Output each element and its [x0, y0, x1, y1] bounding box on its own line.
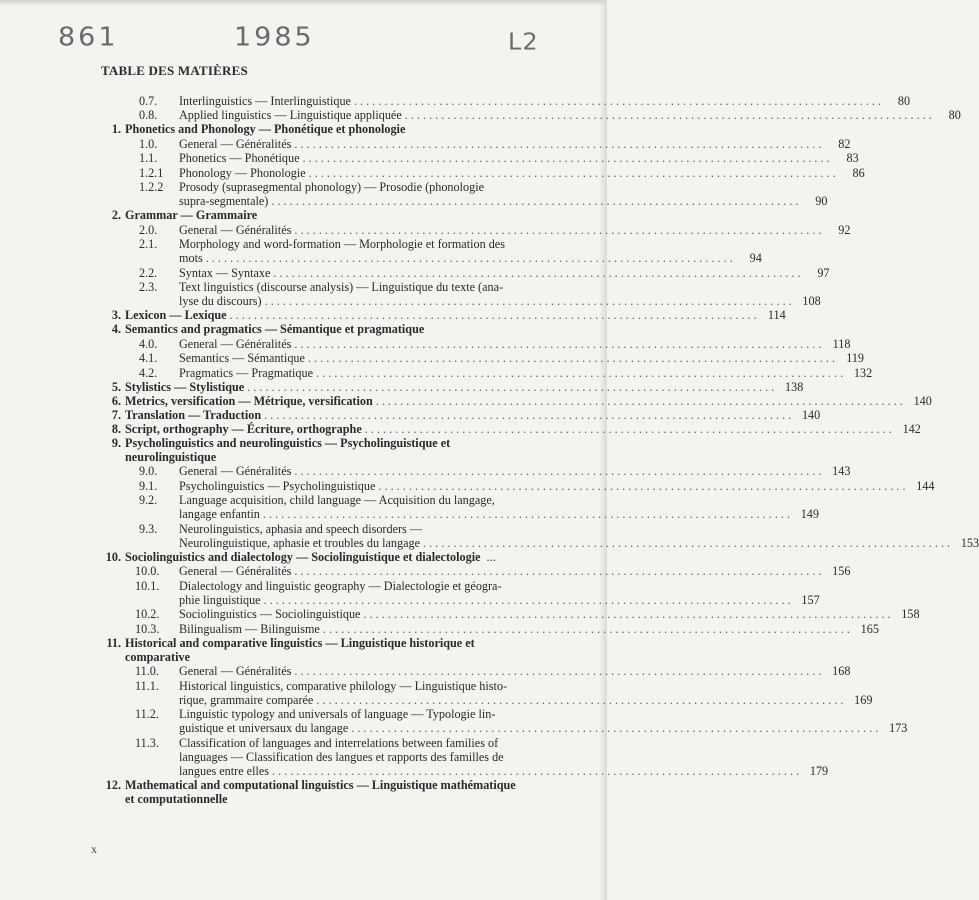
dot-leader [230, 308, 757, 322]
toc-entry-text [179, 165, 865, 180]
toc-entry-number: 4.1. [139, 351, 158, 365]
toc-section-entry [103, 136, 851, 151]
toc-entry-text [179, 707, 908, 735]
toc-chapter-entry [103, 778, 528, 806]
toc-entry-line [179, 592, 820, 607]
toc-entry-line [179, 180, 801, 194]
toc-entry-label: lyse du discours) [179, 294, 262, 308]
toc-entry-number: 1.2.1 [139, 165, 164, 180]
dot-leader [308, 351, 835, 365]
toc-entry-number: 10.2. [135, 607, 160, 621]
dot-leader [376, 394, 903, 408]
dot-leader [264, 408, 791, 422]
toc-page-number: 80 [948, 108, 961, 122]
toc-entry-line [125, 322, 528, 336]
toc-entry-label: Psycholinguistics and neurolinguistics — Psycholinguistique et [125, 435, 451, 450]
toc-entry-label: guistique et universaux du langage [179, 721, 349, 735]
dot-leader [294, 137, 821, 151]
toc-entry-line [125, 308, 786, 322]
toc-entry-line [125, 393, 932, 408]
toc-page-number: 140 [913, 393, 932, 408]
toc-page-number: 114 [767, 308, 786, 322]
toc-entry-line [125, 778, 528, 792]
toc-entry-text [125, 208, 528, 222]
toc-entry-label: mots [179, 251, 203, 265]
toc-entry-line [125, 122, 528, 136]
dot-leader [363, 607, 890, 621]
toc-entry-text [179, 607, 920, 621]
toc-section-entry [103, 478, 935, 493]
toc-entry-line [179, 721, 908, 735]
toc-page-number: 143 [832, 464, 851, 478]
toc-entry-line [179, 692, 873, 707]
dot-leader [206, 251, 733, 265]
toc-entry-number: 12. [105, 777, 121, 792]
toc-page-number: 140 [801, 407, 821, 422]
toc-entry-line [179, 237, 736, 251]
toc-entry-label: Psycholinguistics — Psycholinguistique [179, 478, 376, 493]
toc-entry-text [179, 564, 851, 578]
toc-entry-text [179, 336, 851, 351]
toc-entry-number: 2.2. [139, 265, 158, 280]
toc-entry-line [125, 208, 528, 222]
toc-entry-label: phie linguistique [179, 592, 261, 607]
toc-entry-line [179, 108, 961, 122]
toc-entry-number: 9.1. [139, 478, 158, 493]
toc-entry-label: Script, orthography — Écriture, orthographe [125, 421, 362, 436]
toc-entry-label: Phonology — Phonologie [179, 165, 306, 180]
toc-entry-line [125, 650, 528, 664]
toc-chapter-entry [103, 208, 528, 222]
toc-page-number: 138 [785, 379, 804, 394]
toc-entry-line [179, 535, 979, 550]
dot-leader [273, 266, 800, 280]
toc-entry-line [179, 736, 802, 750]
toc-entry-number: 8. [111, 421, 121, 436]
handwritten-note-year: 1985 [234, 22, 315, 53]
toc-entry-label: rique, grammaire comparée [179, 692, 314, 707]
toc-page-number: 153 [960, 535, 979, 550]
toc-entry-label: Prosody (suprasegmental phonology) — Prosodie (phonologie [179, 180, 484, 194]
toc-entry-label: Classification of languages and interrelations between families of [179, 735, 499, 750]
toc-entry-label: Phonetics — Phonétique [179, 151, 300, 165]
dot-leader [294, 223, 821, 237]
toc-page-number: 118 [832, 336, 851, 351]
toc-entry-line [179, 493, 793, 507]
toc-page-number: 156 [832, 564, 851, 578]
toc-entry-number: 9.0. [139, 464, 158, 478]
toc-entry-text [179, 735, 829, 778]
toc-entry-line [125, 792, 528, 806]
toc-entry-text [179, 678, 873, 707]
toc-entry-number: 2.3. [139, 280, 158, 294]
toc-chapter-entry [103, 122, 528, 136]
toc-section-entry [103, 521, 979, 550]
dot-leader [316, 366, 843, 380]
toc-section-entry [103, 678, 873, 707]
toc-entry-label: General — Généralités [179, 336, 292, 351]
toc-entry-number: 6. [111, 393, 121, 408]
toc-entry-label: Stylistics — Stylistique [125, 379, 245, 394]
toc-entry-text [125, 379, 804, 394]
toc-entry-text [125, 407, 821, 422]
toc-entry-text [125, 122, 528, 136]
toc-page-number: 119 [846, 351, 865, 365]
toc-entry-text [179, 108, 961, 122]
toc-section-entry [103, 365, 873, 380]
toc-entry-text [179, 237, 762, 265]
toc-page-number: 83 [846, 151, 859, 165]
toc-page-number: 168 [832, 664, 851, 678]
toc-entry-label: neurolinguistique [125, 449, 217, 464]
toc-entry-label: Sociolinguistics — Sociolinguistique [179, 607, 361, 621]
toc-entry-text [179, 222, 851, 237]
toc-entry-number: 10.3. [135, 621, 160, 636]
toc-section-entry [103, 578, 820, 607]
toc-entry-line [179, 251, 762, 265]
toc-entry-text [125, 550, 528, 564]
toc-entry-number: 1. [111, 122, 121, 136]
dot-leader [309, 166, 836, 180]
toc-page-number: 86 [852, 165, 865, 180]
toc-entry-line [179, 522, 953, 536]
toc-entry-line [179, 478, 935, 493]
toc-section-entry [103, 108, 961, 122]
toc-page-number: 90 [815, 194, 828, 208]
toc-entry-number: 9. [111, 435, 121, 450]
toc-entry-line [125, 636, 528, 650]
toc-entry-label: Linguistic typology and universals of language — Typologie lin- [179, 707, 496, 721]
toc-entry-number: 1.2.2 [139, 180, 164, 194]
scan-top-shadow [0, 0, 607, 6]
dot-leader [271, 194, 798, 208]
toc-chapter-entry [103, 308, 786, 322]
dot-leader [294, 464, 821, 478]
toc-entry-line [179, 607, 920, 621]
toc-entry-number: 2. [111, 208, 121, 222]
toc-entry-text [179, 621, 879, 636]
toc-entry-label: Metrics, versification — Métrique, versification [125, 393, 373, 408]
toc-entry-number: 9.2. [139, 493, 158, 507]
toc-entry-text [179, 478, 935, 493]
toc-section-entry [103, 280, 821, 308]
toc-entry-label: Semantics — Sémantique [179, 351, 305, 365]
toc-entry-line [125, 421, 921, 436]
toc-entry-label: Lexicon — Lexique [125, 308, 227, 322]
toc-entry-label: General — Généralités [179, 136, 292, 151]
toc-section-entry [103, 735, 829, 778]
toc-entry-label: langues entre elles [179, 763, 270, 778]
toc-entry-line [179, 351, 865, 365]
toc-section-entry [103, 464, 851, 478]
dot-leader [272, 764, 799, 778]
toc-chapter-entry [103, 550, 528, 564]
toc-entry-label: Semantics and pragmatics — Sémantique et pragmatique [125, 322, 425, 336]
toc-entry-label: langage enfantin [179, 507, 260, 521]
toc-section-entry [103, 93, 911, 108]
toc-entry-label: Dialectology and linguistic geography — Dialectologie et géogra- [179, 578, 502, 593]
toc-page-number: 82 [838, 136, 851, 151]
toc-entry-number: 2.0. [139, 222, 158, 237]
toc-chapter-entry [103, 322, 528, 336]
toc-entry-number: 11. [106, 635, 121, 650]
toc-entry-line [179, 621, 879, 636]
toc-entry-line [125, 379, 804, 394]
toc-page-number: 80 [897, 93, 911, 108]
toc-entry-line [179, 664, 851, 678]
toc-section-entry [103, 237, 762, 265]
toc-section-entry [103, 180, 828, 208]
toc-chapter-entry [103, 393, 932, 408]
dot-leader [265, 294, 792, 308]
toc-chapter-entry [103, 636, 528, 664]
toc-entry-text [179, 493, 819, 521]
toc-entry-text [125, 778, 528, 806]
dot-leader [303, 151, 830, 165]
toc-entry-label: Historical and comparative linguistics — Linguistique historique et [125, 635, 475, 650]
toc-section-entry [103, 165, 865, 180]
toc-entry-number: 9.3. [139, 521, 158, 536]
toc-chapter-entry [103, 407, 821, 422]
table-of-contents [103, 93, 979, 806]
toc-entry-number: 4. [111, 322, 121, 336]
toc-entry-number: 5. [111, 379, 121, 394]
toc-chapter-entry [103, 421, 921, 436]
toc-entry-text [179, 93, 911, 108]
toc-section-entry [103, 664, 851, 678]
toc-page-number: 179 [809, 763, 829, 778]
toc-entry-label: Syntax — Syntaxe [179, 265, 271, 280]
toc-entry-line [179, 294, 821, 308]
toc-entry-number: 4.2. [139, 365, 158, 380]
toc-section-entry [103, 222, 851, 237]
dot-leader [316, 693, 843, 707]
toc-page-number: 169 [854, 692, 873, 707]
toc-entry-line [179, 222, 851, 237]
toc-entry-line [179, 464, 851, 478]
dot-leader [365, 422, 892, 436]
dot-leader [294, 564, 821, 578]
toc-page-number: 142 [902, 421, 921, 436]
toc-entry-label: Sociolinguistics and dialectology — Sociolinguistique et dialectologie [125, 549, 481, 564]
toc-entry-text [179, 151, 859, 165]
toc-page-number: 97 [817, 265, 830, 280]
toc-entry-line [179, 750, 802, 764]
dot-leader [247, 380, 774, 394]
toc-entry-number: 11.3. [135, 735, 159, 750]
toc-entry-text [179, 351, 865, 365]
toc-entry-label: Applied linguistics — Linguistique appliquée [179, 108, 402, 122]
toc-entry-number: 10.0. [135, 564, 160, 578]
toc-entry-line [179, 707, 881, 721]
toc-page-number: 144 [916, 478, 935, 493]
toc-section-entry [103, 607, 920, 621]
toc-entry-number: 2.1. [139, 237, 158, 251]
toc-page-number: 157 [801, 592, 820, 607]
toc-section-entry [103, 493, 819, 521]
toc-page-number: 158 [901, 607, 920, 621]
toc-entry-label: languages — Classification des langues et rapports des familles de [179, 749, 504, 764]
toc-page-number: 108 [802, 294, 821, 308]
handwritten-note-left: 861 [58, 22, 119, 53]
toc-entry-text [179, 136, 851, 151]
toc-entry-number: 10.1. [135, 578, 160, 593]
toc-entry-text [179, 464, 851, 478]
toc-entry-number: 4.0. [139, 336, 158, 351]
dot-leader [263, 507, 790, 521]
toc-entry-line [179, 679, 846, 693]
toc-entry-label: General — Généralités [179, 222, 292, 237]
dot-leader [323, 622, 850, 636]
dot-leader [294, 337, 821, 351]
dot-leader [351, 721, 878, 735]
toc-entry-line [179, 280, 795, 294]
toc-entry-label: Grammar — Grammaire [125, 208, 258, 222]
toc-page-number: 92 [838, 222, 851, 237]
toc-entry-label: General — Généralités [179, 564, 292, 578]
toc-entry-line [179, 365, 873, 380]
toc-entry-text [179, 280, 821, 308]
toc-page-number: 149 [800, 507, 819, 521]
toc-entry-text [179, 180, 828, 208]
toc-section-entry [103, 265, 830, 280]
toc-chapter-entry [103, 436, 528, 464]
dot-leader [354, 94, 881, 108]
toc-entry-text [179, 365, 873, 380]
toc-section-entry [103, 151, 859, 165]
toc-entry-line [179, 136, 851, 151]
toc-entry-line [179, 507, 819, 521]
toc-entry-number: 11.2. [135, 707, 159, 721]
toc-entry-label: Neurolinguistique, aphasie et troubles du langage [179, 535, 420, 550]
toc-entry-number: 10. [105, 549, 121, 564]
toc-entry-text [179, 265, 830, 280]
toc-entry-line [179, 763, 829, 778]
toc-entry-line [179, 579, 794, 593]
toc-section-entry [103, 564, 851, 578]
toc-entry-text [125, 436, 528, 464]
toc-entry-label: Phonetics and Phonology — Phonétique et phonologie [125, 122, 406, 136]
toc-entry-text [179, 664, 851, 678]
toc-entry-number: 0.8. [139, 108, 158, 122]
toc-entry-label: Morphology and word-formation — Morphologie et formation des [179, 237, 505, 251]
toc-entry-label: Mathematical and computational linguistics — Linguistique mathématique [125, 777, 516, 792]
page-title: TABLE DES MATIÈRES [101, 63, 248, 78]
toc-entry-number: 7. [111, 407, 121, 422]
toc-entry-text [125, 322, 528, 336]
toc-page-number: 165 [860, 621, 879, 636]
dot-leader [294, 664, 821, 678]
page-number: x [91, 842, 97, 856]
toc-entry-line [125, 407, 821, 422]
toc-entry-label: General — Généralités [179, 464, 292, 478]
toc-entry-label: comparative [125, 649, 190, 664]
toc-entry-number: 0.7. [139, 93, 158, 108]
toc-entry-line [125, 550, 528, 564]
toc-entry-text [125, 308, 786, 322]
toc-entry-text [125, 393, 932, 408]
toc-entry-line [179, 564, 851, 578]
toc-section-entry [103, 351, 865, 365]
toc-entry-text [125, 421, 921, 436]
toc-entry-label: supra-segmentale) [179, 194, 269, 208]
dot-leader [378, 479, 905, 493]
dot-leader [405, 108, 932, 122]
toc-page-number: 173 [889, 721, 908, 735]
toc-chapter-entry [103, 379, 804, 394]
trailing-ellipsis: ... [486, 549, 496, 564]
toc-entry-text [125, 636, 528, 664]
dot-leader [423, 536, 950, 550]
toc-entry-label: et computationnelle [125, 791, 228, 806]
toc-entry-text [179, 521, 979, 550]
handwritten-note-right: L2 [508, 28, 539, 56]
toc-entry-line [179, 165, 865, 180]
toc-entry-line [179, 265, 830, 280]
toc-entry-line [179, 151, 859, 165]
toc-entry-number: 11.1. [135, 678, 159, 693]
toc-entry-number: 1.1. [139, 151, 158, 165]
toc-page-number: 132 [853, 365, 873, 380]
toc-entry-text [179, 578, 820, 607]
toc-entry-number: 11.0. [135, 664, 159, 678]
toc-entry-label: Historical linguistics, comparative philology — Linguistique histo- [179, 678, 508, 693]
toc-entry-label: General — Généralités [179, 664, 292, 678]
toc-entry-line [125, 450, 528, 464]
toc-entry-label: Neurolinguistics, aphasia and speech disorders — [179, 521, 423, 536]
toc-section-entry [103, 621, 879, 636]
toc-entry-number: 1.0. [139, 136, 158, 151]
toc-section-entry [103, 707, 908, 735]
toc-entry-label: Bilingualism — Bilinguisme [179, 621, 320, 636]
toc-entry-line [125, 436, 528, 450]
toc-entry-line [179, 93, 911, 108]
toc-entry-line [179, 194, 828, 208]
toc-page-number: 94 [749, 251, 762, 265]
toc-entry-label: Text linguistics (discourse analysis) — Linguistique du texte (ana- [179, 280, 504, 294]
toc-entry-label: Pragmatics — Pragmatique [179, 365, 314, 380]
toc-entry-line [179, 336, 851, 351]
toc-entry-label: Language acquisition, child language — Acquisition du langage, [179, 493, 495, 507]
toc-entry-number: 3. [111, 308, 121, 322]
dot-leader [264, 593, 791, 607]
toc-section-entry [103, 336, 851, 351]
toc-entry-label: Translation — Traduction [125, 407, 262, 422]
toc-entry-label: Interlinguistics — Interlinguistique [179, 93, 351, 108]
